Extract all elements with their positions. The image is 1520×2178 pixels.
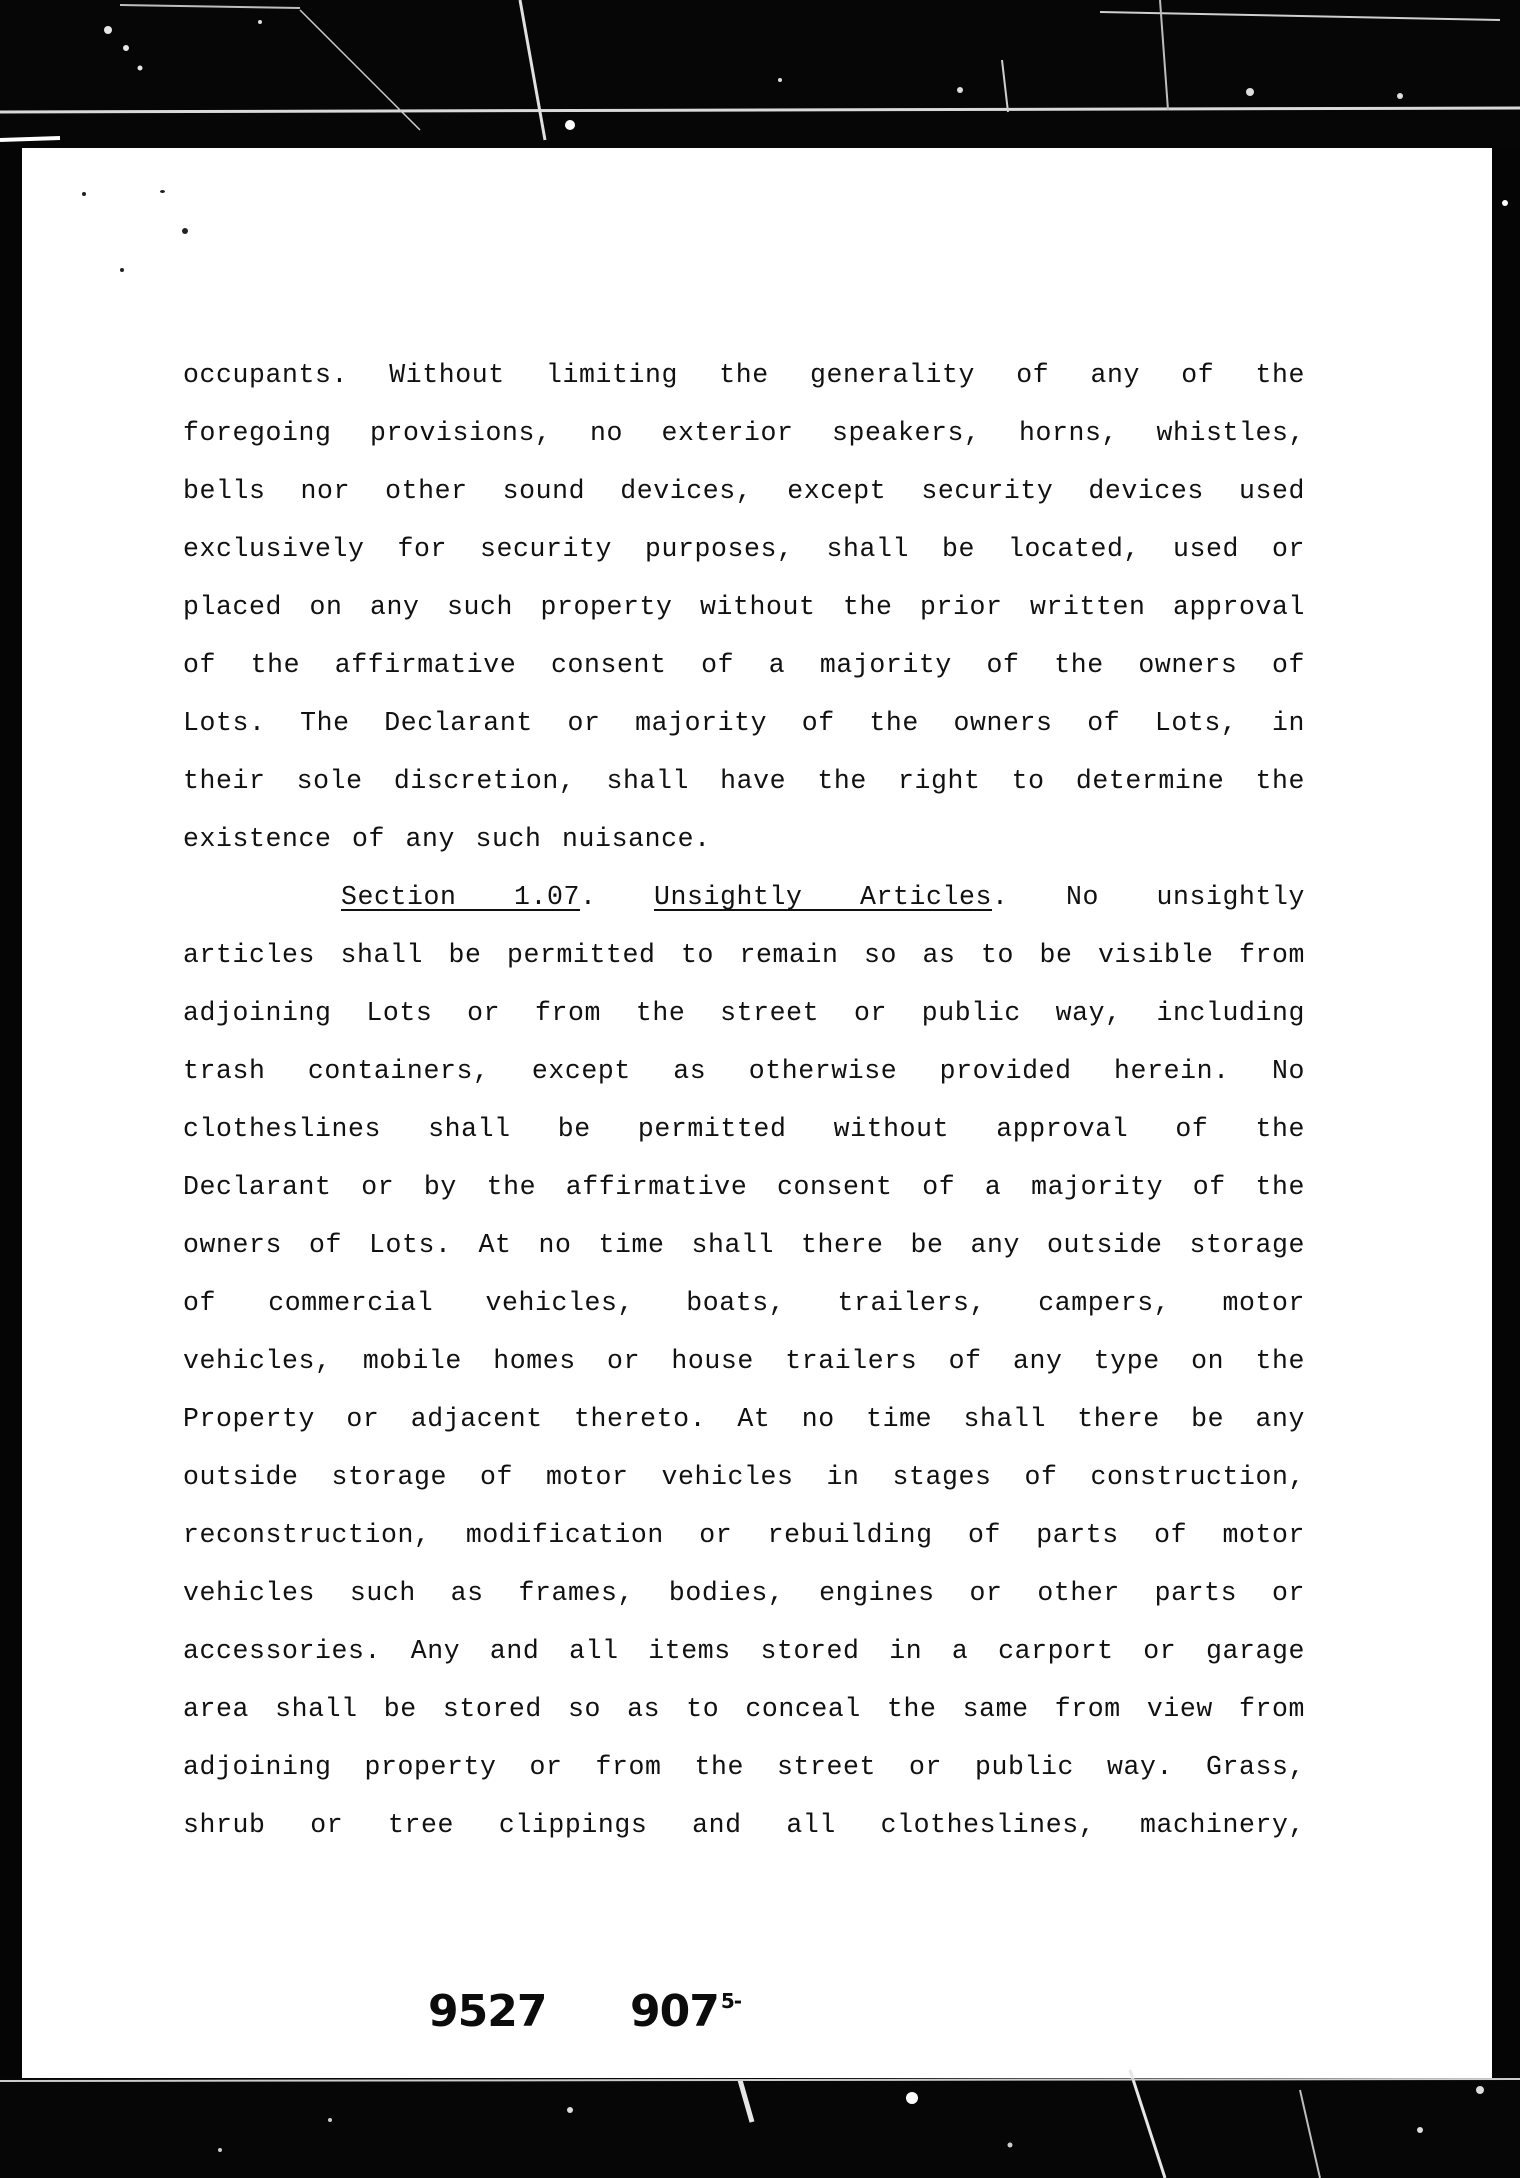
scan-speck [1502,200,1508,206]
text-line: existence of any such nuisance. [183,824,711,854]
text-line: reconstruction, modification or rebuilding of parts of motor [183,1520,1305,1550]
text-line: outside storage of motor vehicles in stages of construction, [183,1462,1305,1492]
document-body [183,346,1305,1854]
text-line: owners of Lots. At no time shall there be any outside storage [183,1230,1305,1260]
text-line: vehicles such as frames, bodies, engines or other parts or [183,1578,1305,1608]
scan-speck [182,228,188,234]
text-line: articles shall be permitted to remain so as to be visible from [183,940,1305,970]
text-line: bells nor other sound devices, except security devices used [183,476,1305,506]
section-title: Unsightly Articles [653,882,992,912]
text-line: shrub or tree clippings and all clotheslines, machinery, [183,1810,1305,1840]
section-first-line-rest: No unsightly [1065,882,1305,912]
text-line: foregoing provisions, no exterior speakers, horns, whistles, [183,418,1305,448]
text-line: vehicles, mobile homes or house trailers of any type on the [183,1346,1305,1376]
section-heading-line [183,868,1305,926]
text-line: placed on any such property without the prior written approval [183,592,1305,622]
text-line: clotheslines shall be permitted without approval of the [183,1114,1305,1144]
section-title-end: . [992,882,1009,912]
text-line: their sole discretion, shall have the right to determine the [183,766,1305,796]
text-line: accessories. Any and all items stored in a carport or garage [183,1636,1305,1666]
text-line: area shall be stored so as to conceal the same from view from [183,1694,1305,1724]
section-separator: . [580,882,597,912]
book-number: 9527 [428,1986,547,2037]
section-number: Section 1.07 [341,882,580,912]
scan-speck [82,192,86,196]
text-line: Lots. The Declarant or majority of the owners of Lots, in [183,708,1305,738]
text-line: trash containers, except as otherwise provided herein. No [183,1056,1305,1086]
text-line: of the affirmative consent of a majority of the owners of [183,650,1305,680]
text-line: Property or adjacent thereto. At no time shall there be any [183,1404,1305,1434]
scan-speck [160,190,165,193]
page-number-suffix: 5- [720,1989,742,2013]
page-number-value: 907 [630,1986,719,2037]
text-line: of commercial vehicles, boats, trailers, campers, motor [183,1288,1305,1318]
text-line: occupants. Without limiting the generality of any of the [183,360,1305,390]
scan-speck [120,268,124,272]
scan-top-border [0,0,1520,150]
text-line: Declarant or by the affirmative consent of a majority of the [183,1172,1305,1202]
text-line: adjoining Lots or from the street or public way, including [183,998,1305,1028]
scan-bottom-border [0,2050,1520,2178]
page-number [630,1986,741,2037]
text-line: exclusively for security purposes, shall be located, used or [183,534,1305,564]
text-line: adjoining property or from the street or public way. Grass, [183,1752,1305,1782]
